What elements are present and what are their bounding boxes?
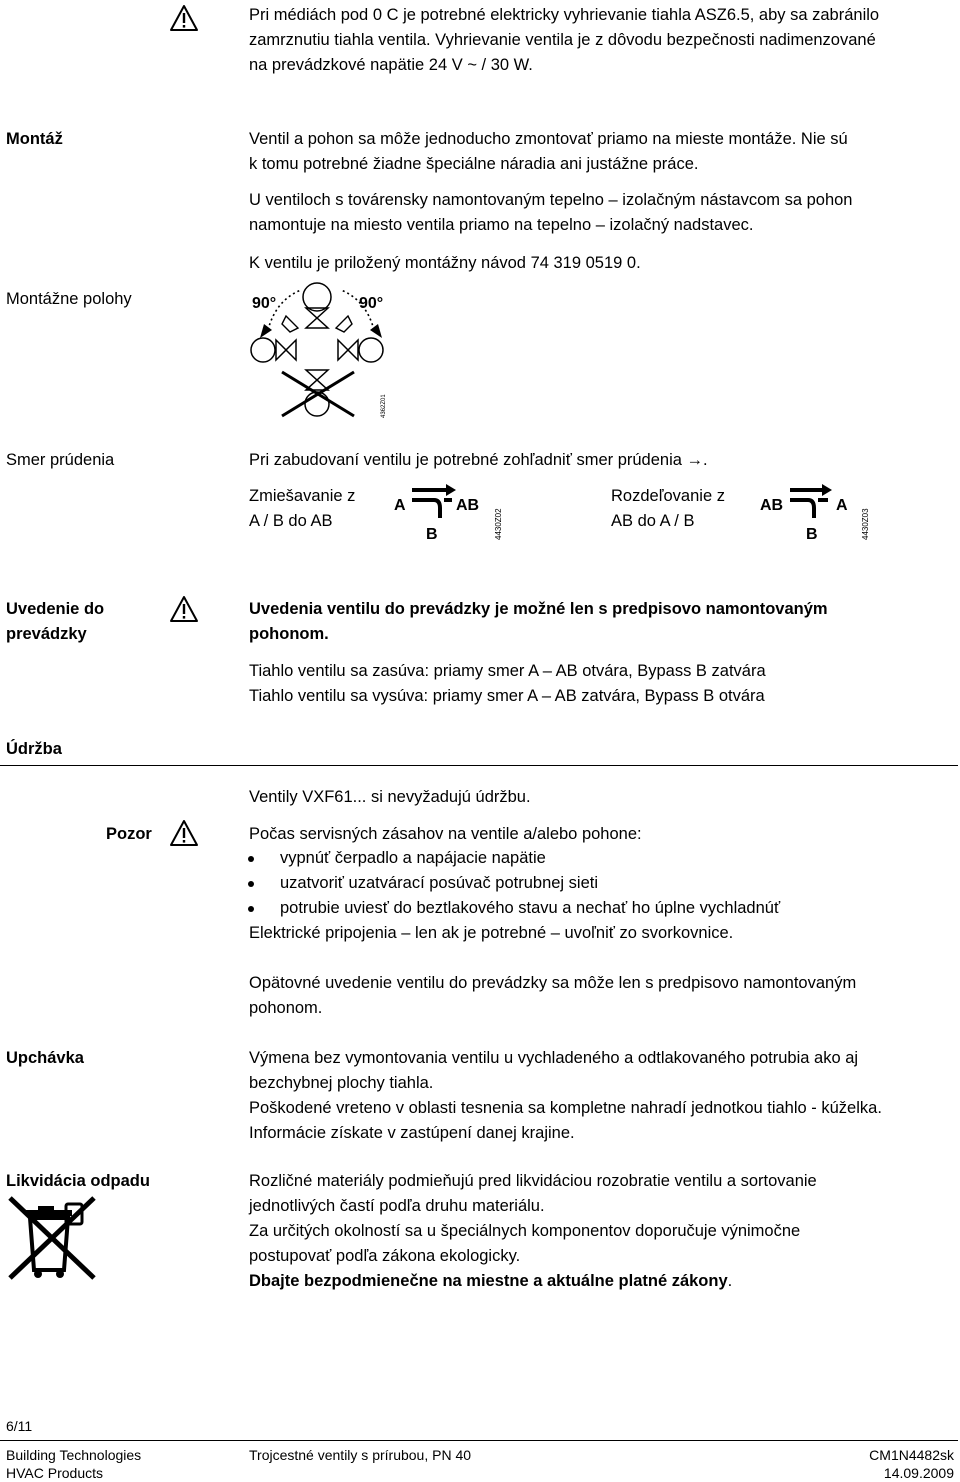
- mixing-line-1: Zmiešavanie z: [249, 487, 356, 505]
- diverting-text: [611, 484, 751, 534]
- opatovne-line-2: pohonom.: [249, 999, 323, 1017]
- arrowhead-left: [260, 324, 272, 338]
- smer-intro: Pri zabudovaní ventilu je potrebné zohľadniť smer prúdenia →.: [249, 451, 708, 469]
- diagram-code: 4362Z01: [381, 394, 387, 418]
- flow-arrow-icon: →: [686, 451, 704, 469]
- section-label-likvidacia: Likvidácia odpadu: [6, 1172, 150, 1190]
- mixing-port-ab: AB: [456, 497, 480, 514]
- likvidacia-line-1: Rozličné materiály podmieňujú pred likvidáciou rozobratie ventilu a sortovanie: [249, 1172, 817, 1190]
- top-warning-text: [249, 3, 939, 78]
- uvedenie-label-line-2: prevádzky: [6, 625, 87, 643]
- footer-doc-code: CM1N4482sk: [869, 1447, 954, 1463]
- section-label-montazne-polohy: Montážne polohy: [6, 290, 132, 308]
- footer-title: Trojcestné ventily s prírubou, PN 40: [249, 1447, 472, 1463]
- page-number: 6/11: [6, 1418, 33, 1434]
- pozor-intro: Počas servisných zásahov na ventile a/alebo pohone:: [249, 825, 642, 843]
- likvidacia-line-3: Za určitých okolností sa u špeciálnych komponentov doporučuje výnimočne: [249, 1222, 801, 1240]
- angle-left-label: 90°: [252, 295, 277, 312]
- section-label-uvedenie: [6, 597, 104, 647]
- mixing-text: [249, 484, 379, 534]
- uvedenie-bold-line-1: Uvedenia ventilu do prevádzky je možné len s predpisovo namontovaným: [249, 600, 828, 618]
- pozor-label: Pozor: [106, 825, 152, 843]
- top-warning-line-2: zamrznutiu tiahla ventila. Vyhrievanie ventila je z dôvodu bezpečnosti nadimenzované: [249, 31, 876, 49]
- angle-right-label: 90°: [359, 295, 384, 312]
- bullet-item: uzatvoriť uzatvárací posúvač potrubnej sieti: [249, 871, 939, 896]
- footer-divider: [0, 1440, 958, 1441]
- footer-right: [869, 1446, 954, 1482]
- bullet-dot-icon: [248, 856, 254, 862]
- top-warning-line-1: Pri médiách pod 0 C je potrebné elektricky vyhrievanie tiahla ASZ6.5, aby sa zabránilo: [249, 6, 880, 24]
- upchavka-line-3: Poškodené vreteno v oblasti tesnenia sa kompletne nahradí jednotkou tiahlo - kúželka.: [249, 1099, 882, 1117]
- montaz-paragraph-1: [249, 127, 939, 177]
- actuator-right: [359, 338, 383, 362]
- montaz-paragraph-2: [249, 188, 939, 238]
- crossed-out-bin-icon: [6, 1196, 100, 1280]
- section-heading-udrzba: Údržba: [6, 740, 62, 758]
- diverting-code: 4430Z03: [861, 508, 870, 540]
- uvedenie-stem-text: [249, 659, 939, 709]
- montaz-p1-line-2: k tomu potrebné žiadne špeciálne náradia ani justážne práce.: [249, 155, 699, 173]
- udrzba-line-1: Ventily VXF61... si nevyžadujú údržbu.: [249, 788, 531, 806]
- diverting-flow-diagram: [758, 476, 874, 542]
- top-warning-line-3: na prevádzkové napätie 24 V ~ / 30 W.: [249, 56, 533, 74]
- service-bullet-list: [249, 846, 939, 921]
- diverting-line-1: Rozdeľovanie z: [611, 487, 725, 505]
- section-label-upchavka: Upchávka: [6, 1049, 84, 1067]
- mixing-port-b: B: [426, 526, 438, 542]
- footer-division: HVAC Products: [6, 1465, 103, 1481]
- diverting-line-2: AB do A / B: [611, 512, 695, 530]
- section-label-montaz: Montáž: [6, 130, 63, 148]
- likvidacia-line-2: jednotlivých častí podľa druhu materiálu.: [249, 1197, 545, 1215]
- upchavka-text: [249, 1046, 939, 1146]
- likvidacia-bold-text: Dbajte bezpodmienečne na miestne a aktuálne platné zákony: [249, 1272, 728, 1290]
- warning-triangle-icon: [169, 595, 199, 623]
- smer-intro-text: Pri zabudovaní ventilu je potrebné zohľadniť smer prúdenia: [249, 451, 682, 469]
- likvidacia-bold-tail: .: [727, 1272, 733, 1290]
- diverting-port-ab: AB: [760, 497, 784, 514]
- upchavka-line-2: bezchybnej plochy tiahla.: [249, 1074, 434, 1092]
- uvedenie-label-line-1: Uvedenie do: [6, 600, 105, 618]
- upchavka-line-4: Informácie získate v zastúpení danej krajine.: [249, 1124, 575, 1142]
- uvedenie-line-4: Tiahlo ventilu sa vysúva: priamy smer A – AB zatvára, Bypass B otvára: [249, 687, 765, 705]
- uvedenie-line-3: Tiahlo ventilu sa zasúva: priamy smer A – AB otvára, Bypass B zatvára: [249, 662, 766, 680]
- opatovne-line-1: Opätovné uvedenie ventilu do prevádzky sa môže len s predpisovo namontovaným: [249, 974, 857, 992]
- section-label-smer-prudenia: Smer prúdenia: [6, 451, 115, 469]
- mixing-code: 4430Z02: [494, 508, 503, 540]
- mixing-port-a: A: [394, 497, 406, 514]
- bullet-dot-icon: [248, 906, 254, 912]
- elektricke-text: Elektrické pripojenia – len ak je potrebné – uvoľniť zo svorkovnice.: [249, 924, 734, 942]
- montaz-paragraph-3: K ventilu je priložený montážny návod 74 319 0519 0.: [249, 254, 641, 272]
- mixing-flow-diagram: [390, 476, 506, 542]
- mixing-line-2: A / B do AB: [249, 512, 333, 530]
- montaz-p1-line-1: Ventil a pohon sa môže jednoducho zmontovať priamo na mieste montáže. Nie sú: [249, 130, 848, 148]
- bullet-item: vypnúť čerpadlo a napájacie napätie: [249, 846, 939, 871]
- footer-date: 14.09.2009: [883, 1465, 954, 1481]
- upchavka-line-1: Výmena bez vymontovania ventilu u vychladeného a odtlakovaného potrubia ako aj: [249, 1049, 859, 1067]
- uvedenie-bold-text: [249, 597, 939, 647]
- section-divider: [0, 765, 958, 766]
- actuator-top: [303, 283, 331, 311]
- diverting-port-a: A: [836, 497, 848, 514]
- mounting-positions-diagram: [246, 280, 396, 420]
- likvidacia-line-4: postupovať podľa zákona ekologicky.: [249, 1247, 521, 1265]
- warning-triangle-icon: [169, 819, 199, 847]
- footer-left: [6, 1446, 141, 1482]
- montaz-p2-line-2: namontuje na miesto ventila priamo na tepelno – izolačný nadstavec.: [249, 216, 754, 234]
- bullet-dot-icon: [248, 881, 254, 887]
- opatovne-text: [249, 971, 939, 1021]
- likvidacia-bold-line: [249, 1269, 939, 1294]
- bullet-item: potrubie uviesť do beztlakového stavu a nechať ho úplne vychladnúť: [249, 896, 939, 921]
- actuator-left: [251, 338, 275, 362]
- warning-triangle-icon: [169, 4, 199, 32]
- uvedenie-bold-line-2: pohonom.: [249, 625, 329, 643]
- diverting-port-b: B: [806, 526, 818, 542]
- montaz-p2-line-1: U ventiloch s továrensky namontovaným tepelno – izolačným nástavcom sa pohon: [249, 191, 853, 209]
- footer-company: Building Technologies: [6, 1447, 142, 1463]
- likvidacia-text: [249, 1169, 939, 1294]
- arrowhead-right: [370, 324, 382, 338]
